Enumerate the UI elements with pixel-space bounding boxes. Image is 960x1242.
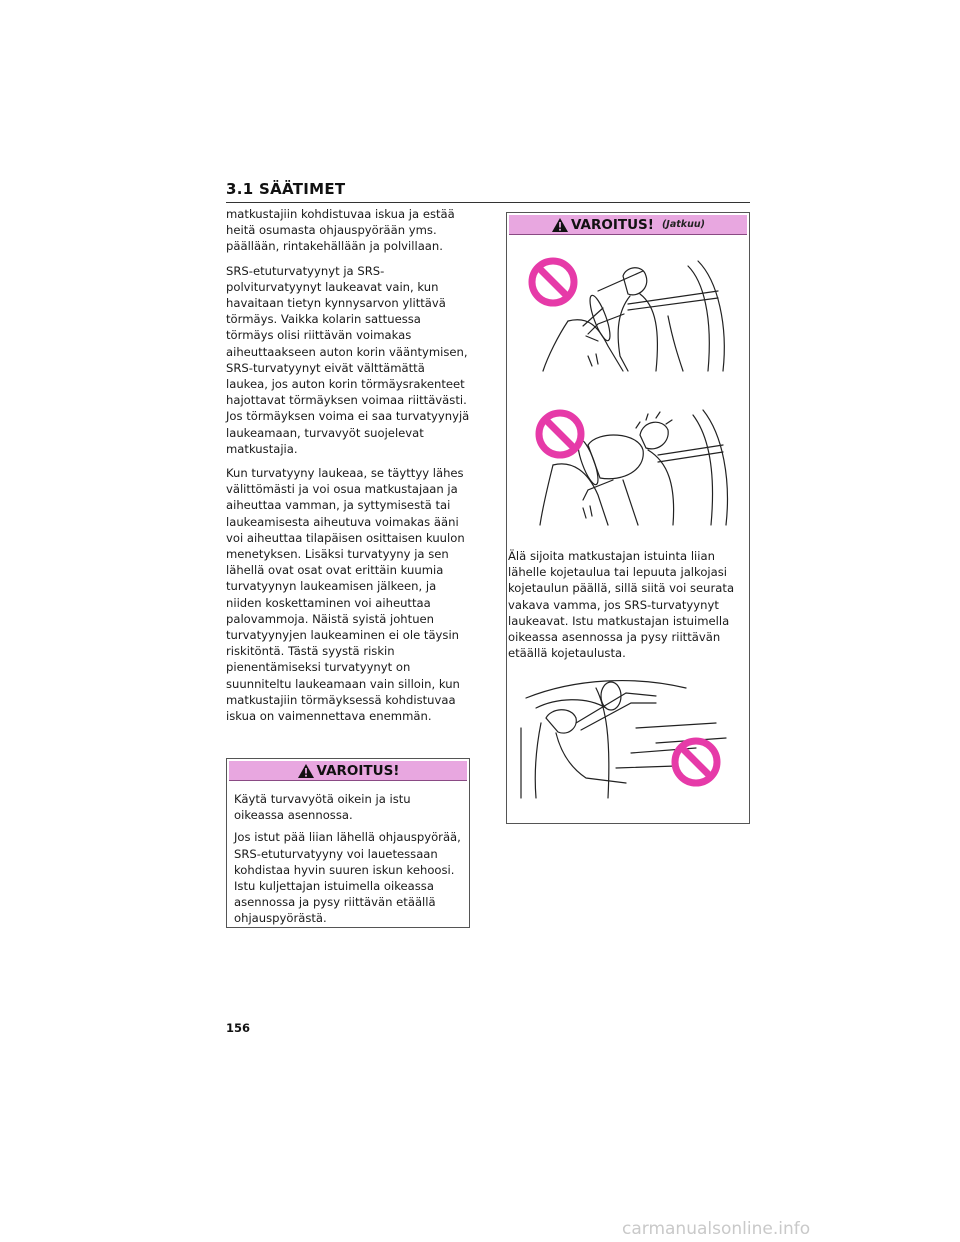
warning-header <box>229 761 467 781</box>
warning-box <box>226 758 470 928</box>
warning-continued-label: (Jatkuu) <box>661 219 705 230</box>
illustration-too-close-to-wheel <box>528 246 738 376</box>
section-title: 3.1 SÄÄTIMET <box>226 180 750 203</box>
paragraph: Kun turvatyyny laukeaa, se täyttyy lähes välittömästi ja voi osua matkustajaan ja aiheuttaa vamman, ja syttymisestä tai laukeamisesta aiheutuva voimakas ääni voi aiheuttaa tilapäisen osittaisen kuulon menetyksen. Lisäksi turvatyyny ja sen lähellä ovat osat ovat erittäin kuumia turvatyynyn laukeamisen jälkeen, ja niiden koskettaminen voi aiheuttaa palovammoja. Näistä syistä johtuen turvatyynyjen laukeaminen ei ole täysin riskitöntä. Tästä syystä riskin pienentämiseksi turvatyynyt on suunniteltu laukeamaan vain silloin, kun matkustajiin törmäyksessä kohdistuvaa iskua on vaimennettava enemmän. <box>226 466 465 724</box>
warning-paragraph: Käytä turvavyötä oikein ja istu oikeassa asennossa. <box>234 792 411 823</box>
paragraph: matkustajiin kohdistuvaa iskua ja estää heitä osumasta ohjauspyörään yms. päällään, rintakehällään ja polvillaan. <box>226 207 455 254</box>
watermark: carmanualsonline.info <box>622 1219 811 1239</box>
warning-paragraph: Jos istut pää liian lähellä ohjauspyörää, SRS-etuturvatyyny voi lauetessaan kohdistaa hyvin suuren iskun kehoosi. Istu kuljettajan istuimella oikeassa asennossa ja pysy riittävän etäällä ohjauspyörästä. <box>234 830 461 926</box>
body-text-column <box>226 206 470 732</box>
warning-body <box>227 783 469 939</box>
warning-text: Älä sijoita matkustajan istuinta liian lähelle kojetaulua tai lepuuta jalkojasi kojetaulun päällä, sillä siitä voi seurata vakava vamma, jos SRS-turvatyynyt laukeavat. Istu matkustajan istuimella oikeassa asennossa ja pysy riittävän etäällä kojetaulusta. <box>508 549 735 661</box>
page-number: 156 <box>226 1021 251 1035</box>
warning-triangle-icon <box>551 217 569 233</box>
illustration-airbag-deployed <box>528 400 738 530</box>
paragraph: SRS-etuturvatyynyt ja SRS-polviturvatyynyt laukeavat vain, kun havaitaan tietyn kynnysarvon ylittävä törmäys. Vaikka kolarin sattuessa törmäys olisi riittävän voimakas aiheuttaakseen auton korin vääntymisen, SRS-turvatyynyt eivät välttämättä laukea, jos auton korin törmäysrakenteet hajottavat törmäyksen voimaa riittävästi. Jos törmäyksen voima ei saa turvatyynyjä laukeamaan, turvavyöt suojelevat matkustajia. <box>226 263 470 456</box>
warning-triangle-icon <box>297 763 315 779</box>
warning-title: VAROITUS! <box>571 216 654 233</box>
illustration-feet-on-dashboard <box>516 668 738 800</box>
warning-header <box>509 215 747 235</box>
warning-title: VAROITUS! <box>316 762 400 779</box>
